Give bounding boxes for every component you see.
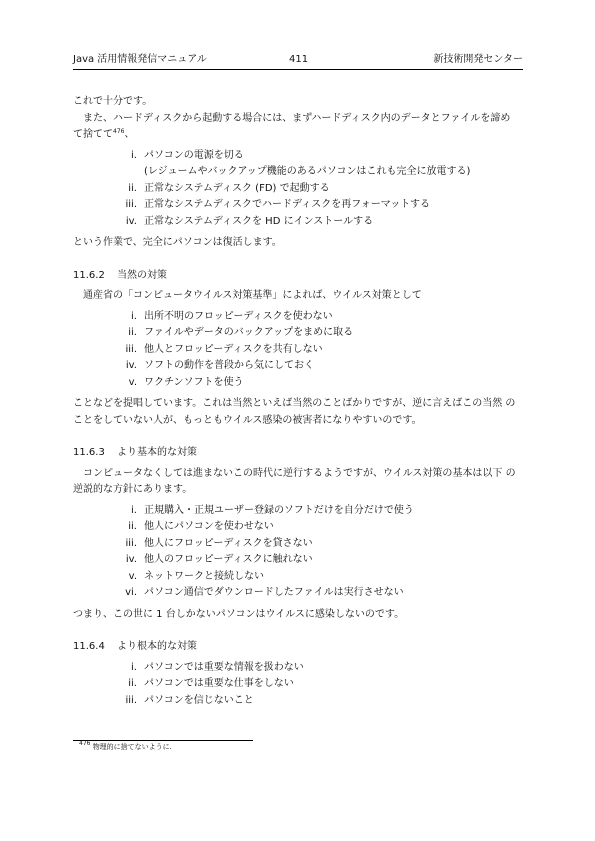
list-number: iii. (125, 343, 137, 355)
section-heading (73, 445, 523, 462)
footnote-ref: 476 (113, 128, 125, 135)
list-number: ii. (128, 521, 137, 532)
list-number: ii. (128, 327, 137, 338)
numbered-list (73, 148, 523, 231)
list-text: パソコンを信じないこと (144, 694, 254, 706)
list-text: 正常なシステムディスク (FD) で起動する (144, 182, 330, 194)
list-number: v. (128, 376, 137, 388)
list-item (73, 503, 523, 520)
list-item (73, 519, 523, 536)
list-text: 他人とフロッピーディスクを共有しない (144, 343, 323, 355)
footnote-text: 物理的に捨てないように. (92, 743, 172, 751)
list-item (73, 375, 523, 392)
list-number: iv. (125, 215, 137, 227)
paragraph: という作業で、完全にパソコンは復活します。 (73, 237, 282, 248)
list-text: ネットワークと接続しない (144, 570, 264, 582)
numbered-list (73, 503, 523, 602)
section-heading (73, 639, 523, 656)
paragraph-text: また、ハードディスクから起動する場合には、まずハードディスク内のデータとファイルを諦め て捨てて (73, 112, 511, 140)
list-item (73, 536, 523, 553)
paragraph (73, 111, 523, 144)
document-page (73, 53, 523, 714)
paragraph: ことなどを提唱しています。これは当然といえば当然のことばかりですが、逆に言えばこの当然 のことをしていない人が、もっともウイルス感染の被害者になりやすいのです。 (73, 398, 516, 426)
list-text: ワクチンソフトを使う (144, 376, 244, 388)
list-item (73, 325, 523, 342)
list-item (73, 693, 523, 710)
header-organization: 新技術開発センター (433, 54, 523, 65)
list-text: 正常なシステムディスクでハードディスクを再フォーマットする (144, 199, 430, 210)
list-item (73, 676, 523, 693)
list-text: ファイルやデータのバックアップをまめに取る (144, 327, 354, 338)
section-number: 11.6.3 (73, 447, 105, 458)
running-header (73, 53, 523, 70)
paragraph: つまり、この世に 1 台しかないパソコンはウイルスに感染しないのです。 (73, 608, 405, 620)
footnote-rule (73, 740, 253, 741)
page-number: 411 (289, 54, 309, 65)
paragraph: コンピュータなくしては進まないこの時代に逆行するようですが、ウイルス対策の基本は以下 の逆説的な方針にあります。 (73, 467, 516, 495)
header-title: Java 活用情報発信マニュアル (73, 54, 207, 65)
list-item (73, 197, 523, 214)
list-item (73, 552, 523, 569)
list-text: 他人のフロッピーディスクに触れない (144, 554, 313, 565)
list-number: i. (131, 310, 137, 322)
list-number: i. (131, 661, 137, 673)
section-number: 11.6.2 (73, 269, 105, 281)
list-text: ソフトの動作を普段から気にしておく (144, 360, 314, 371)
list-number: vi. (125, 587, 137, 598)
section-number: 11.6.4 (73, 641, 105, 652)
list-number: iv. (125, 554, 137, 565)
list-item (73, 181, 523, 198)
list-number: iii. (125, 537, 137, 549)
paragraph: これで十分です。 (73, 96, 153, 107)
page-body (73, 94, 523, 709)
list-text: 出所不明のフロッピーディスクを使わない (144, 310, 333, 322)
list-number: iii. (125, 694, 137, 706)
list-item-note: (レジュームやバックアップ機能のあるパソコンはこれも完全に放電する) (144, 166, 471, 177)
list-number: i. (131, 149, 137, 161)
list-text: パソコンでは重要な情報を扱わない (144, 661, 304, 673)
numbered-list (73, 309, 523, 392)
list-text: パソコン通信でダウンロードしたファイルは実行させない (144, 587, 404, 598)
list-number: ii. (128, 678, 137, 689)
list-item (73, 309, 523, 326)
list-item (73, 148, 523, 165)
paragraph-text: 、 (124, 129, 135, 140)
list-text: 正常なシステムディスクを HD にインストールする (144, 215, 374, 227)
list-number: i. (131, 504, 137, 516)
footnote (79, 742, 172, 752)
section-title: より根本的な対策 (117, 641, 197, 652)
section-title: 当然の対策 (117, 269, 167, 281)
list-text: パソコンの電源を切る (144, 149, 244, 161)
list-item (73, 585, 523, 602)
section-title: より基本的な対策 (117, 447, 197, 458)
paragraph: 通産省の「コンピュータウイルス対策基準」によれば、ウイルス対策として (83, 290, 422, 301)
list-item (73, 342, 523, 359)
list-number: v. (128, 570, 137, 582)
list-item (73, 569, 523, 586)
list-text: 正規購入・正規ユーザー登録のソフトだけを自分だけで使う (144, 504, 414, 516)
list-text: 他人にフロッピーディスクを貸さない (144, 537, 313, 549)
list-number: iv. (125, 360, 137, 371)
list-text: パソコンでは重要な仕事をしない (144, 678, 294, 689)
numbered-list (73, 660, 523, 710)
list-text: 他人にパソコンを使わせない (144, 521, 274, 532)
list-number: iii. (125, 199, 137, 210)
list-number: ii. (128, 182, 137, 194)
footnote-number: 476 (79, 740, 91, 747)
list-item (73, 660, 523, 677)
section-heading (73, 268, 523, 285)
list-item (73, 358, 523, 375)
list-item (73, 214, 523, 231)
